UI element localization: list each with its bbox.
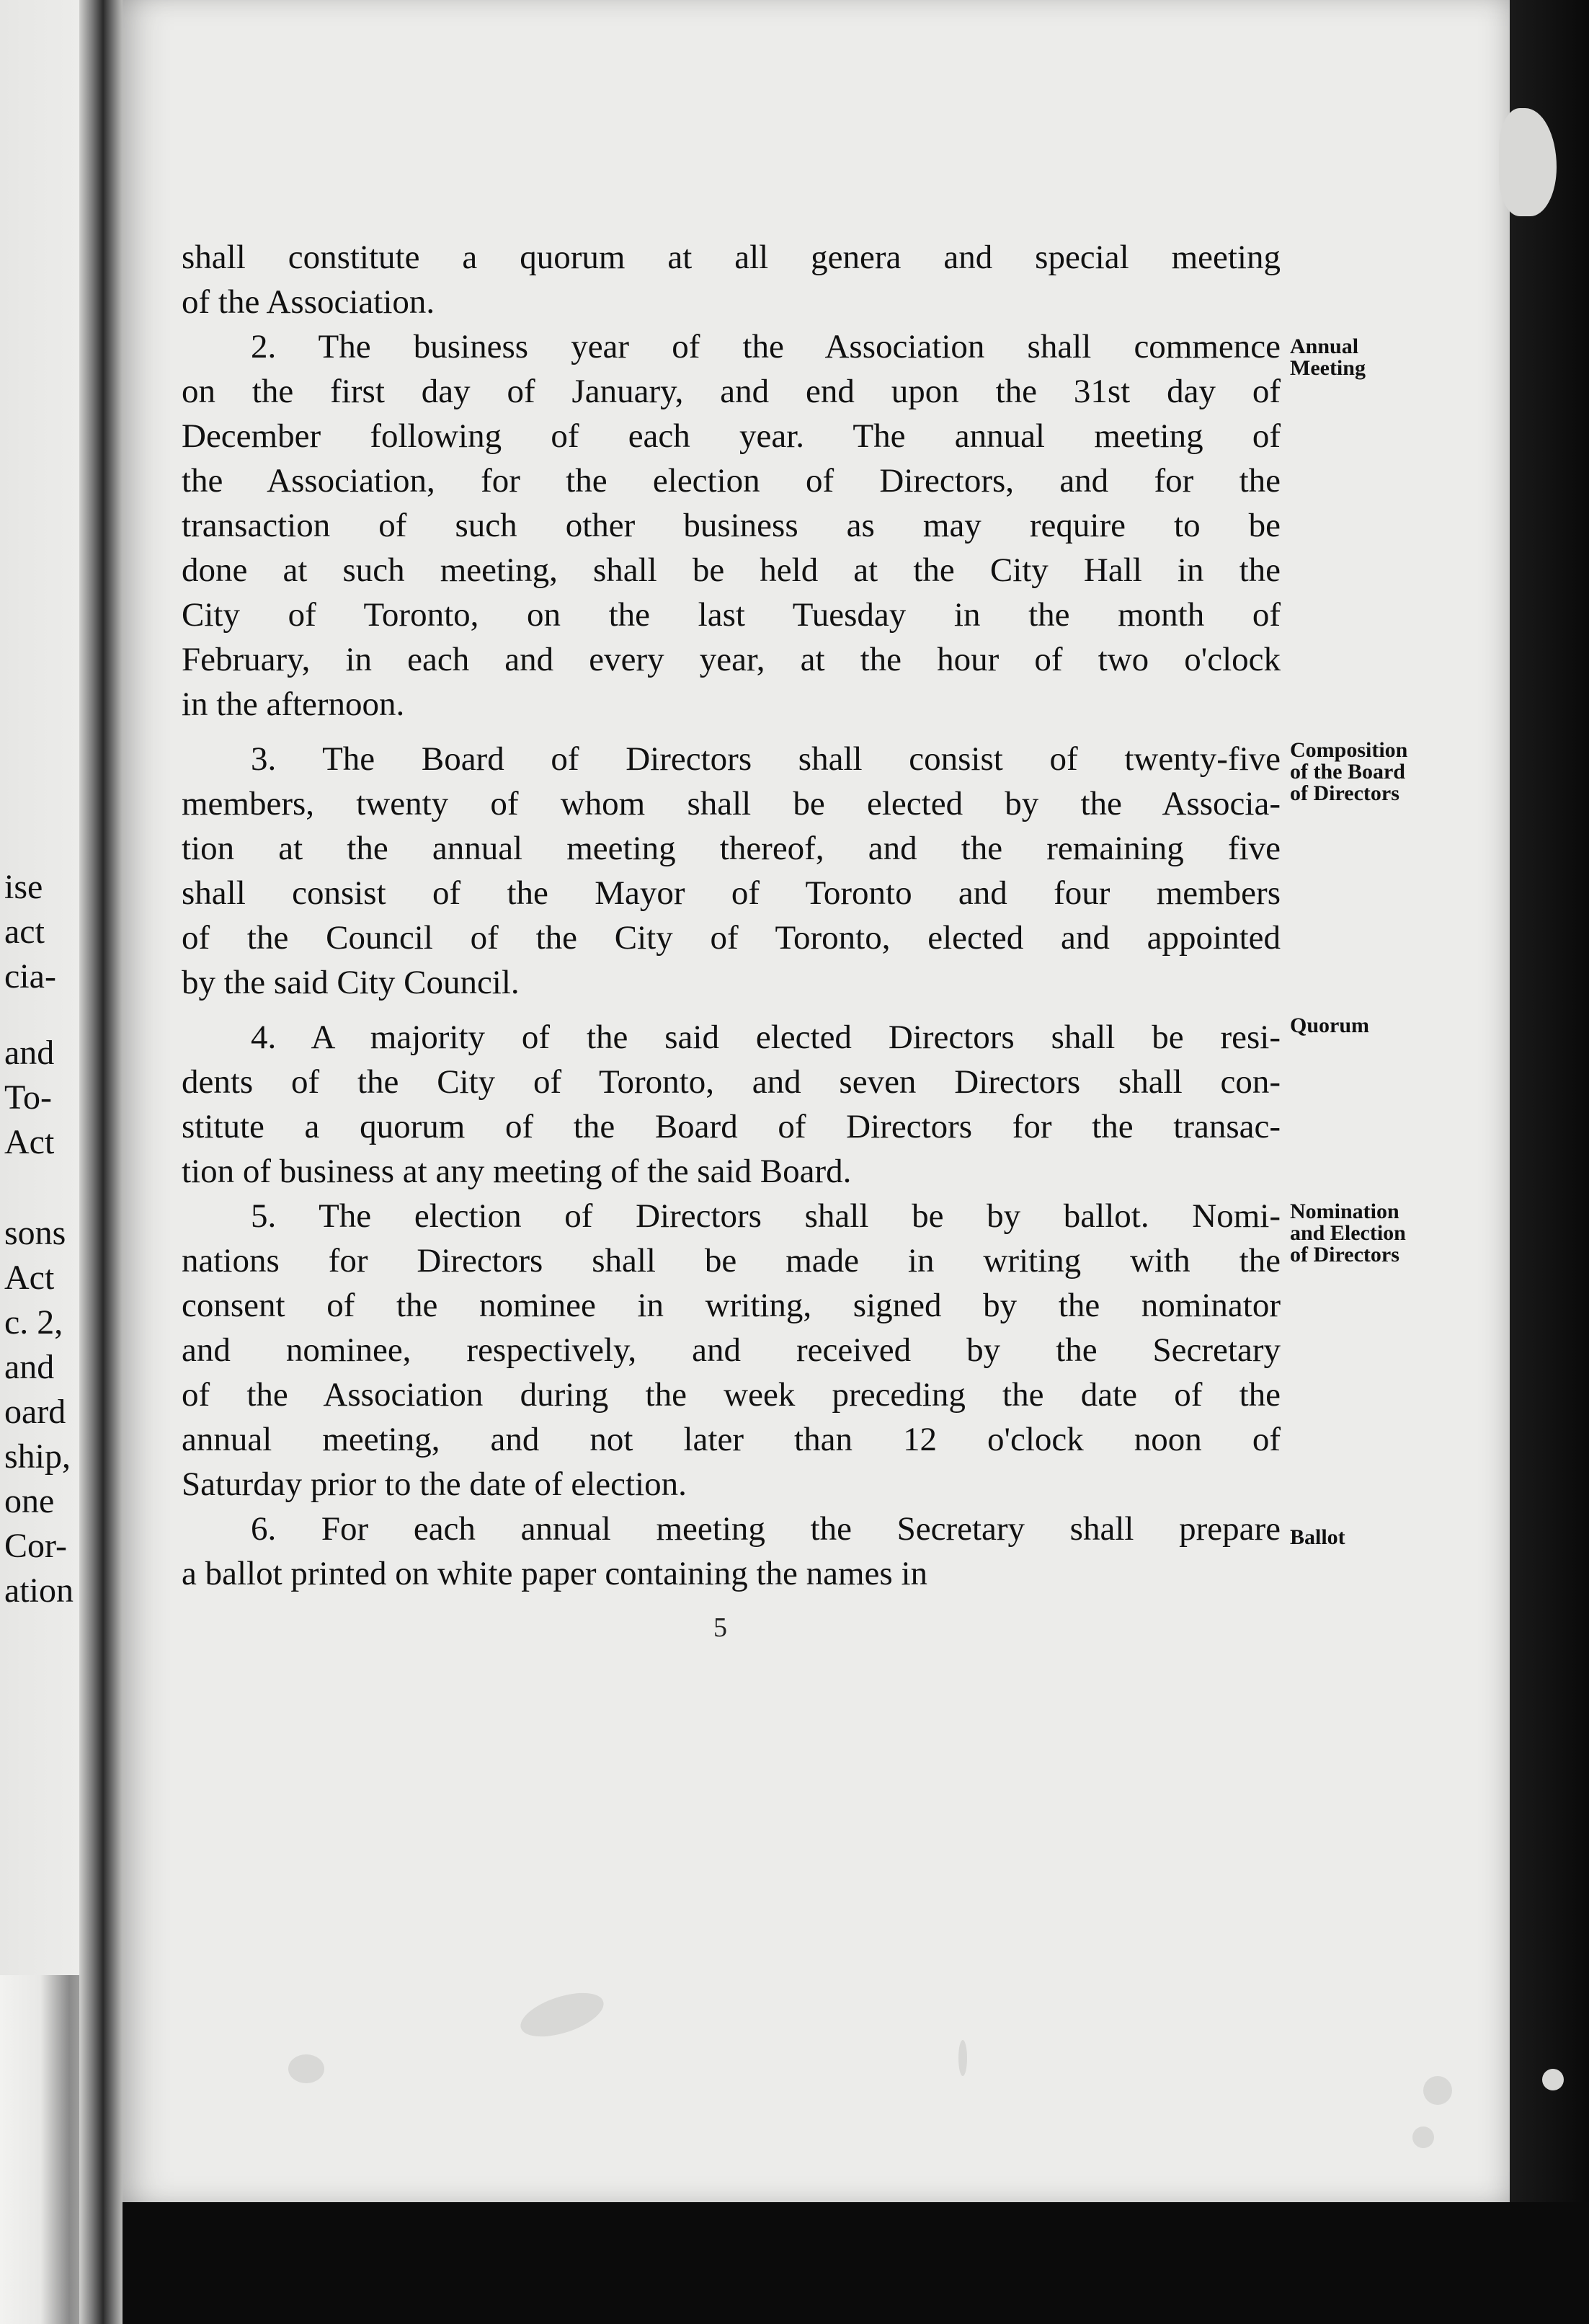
left-fragment: Act — [4, 1123, 55, 1161]
text-line: dents of the City of Toronto, and seven Directors shall con- — [182, 1063, 1281, 1101]
dust-speck — [958, 2040, 967, 2076]
text-line: 6. For each annual meeting the Secretary shall prepare — [251, 1510, 1281, 1548]
note-line: of the Board — [1290, 760, 1405, 784]
text-line: stitute a quorum of the Board of Directors for the transac- — [182, 1108, 1281, 1145]
left-fragment: To- — [4, 1078, 52, 1117]
text-line: 4. A majority of the said elected Directors shall be resi- — [251, 1019, 1281, 1056]
text-line: February, in each and every year, at the hour of two o'clock — [182, 641, 1281, 678]
marginal-note-quorum — [1290, 1015, 1470, 1037]
body-text — [182, 235, 1281, 1596]
left-fragment: ship, — [4, 1437, 71, 1476]
note-line: Composition — [1290, 738, 1408, 762]
text-line: of the Association. — [182, 283, 435, 321]
marginal-note-annual-meeting — [1290, 336, 1470, 379]
left-fragment: Act — [4, 1259, 55, 1297]
note-line: Meeting — [1290, 356, 1366, 380]
text-line: consent of the nominee in writing, signed by the nominator — [182, 1287, 1281, 1324]
note-line: of Directors — [1290, 1243, 1399, 1267]
left-fragment: and — [4, 1348, 55, 1386]
text-line: the Association, for the election of Directors, and for the — [182, 462, 1281, 500]
book-gutter — [79, 0, 123, 2324]
left-fragment: one — [4, 1482, 55, 1520]
note-line: of Directors — [1290, 781, 1399, 805]
dust-speck — [1423, 2076, 1452, 2105]
text-line: by the said City Council. — [182, 964, 520, 1001]
left-fragment: and — [4, 1034, 55, 1072]
text-line: of the Association during the week preceding the date of the — [182, 1376, 1281, 1414]
text-line: Saturday prior to the date of election. — [182, 1465, 687, 1503]
dust-speck — [1412, 2126, 1434, 2148]
text-line: shall consist of the Mayor of Toronto and four members — [182, 874, 1281, 912]
left-fragment: ise — [4, 868, 43, 906]
left-fragment: oard — [4, 1393, 66, 1431]
text-line: in the afternoon. — [182, 686, 405, 723]
page-number: 5 — [713, 1613, 727, 1643]
left-fragment: sons — [4, 1214, 66, 1252]
text-line: transaction of such other business as may require to be — [182, 507, 1281, 544]
right-background — [1510, 0, 1589, 2202]
note-line: Nomination — [1290, 1199, 1399, 1223]
text-line: done at such meeting, shall be held at the City Hall in the — [182, 551, 1281, 589]
note-line: Quorum — [1290, 1014, 1370, 1037]
note-line: Ballot — [1290, 1525, 1345, 1549]
text-line: of the Council of the City of Toronto, elected and appointed — [182, 919, 1281, 957]
text-line: annual meeting, and not later than 12 o'clock noon of — [182, 1421, 1281, 1458]
text-line: a ballot printed on white paper containing the names in — [182, 1555, 928, 1592]
text-line: tion of business at any meeting of the said Board. — [182, 1153, 852, 1190]
dust-speck — [1542, 2069, 1564, 2090]
text-line: City of Toronto, on the last Tuesday in the month of — [182, 596, 1281, 634]
text-line: 3. The Board of Directors shall consist of twenty-five — [251, 740, 1281, 778]
text-line: and nominee, respectively, and received by the Secretary — [182, 1331, 1281, 1369]
marginal-note-ballot — [1290, 1527, 1470, 1548]
left-fragment: Cor- — [4, 1527, 68, 1565]
text-line: members, twenty of whom shall be elected by the Associa- — [182, 785, 1281, 822]
left-fragment: c. 2, — [4, 1303, 63, 1341]
dust-speck — [288, 2054, 324, 2083]
marginal-note-composition — [1290, 740, 1470, 804]
left-fragment: ation — [4, 1571, 74, 1610]
text-line: on the first day of January, and end upon the 31st day of — [182, 373, 1281, 410]
text-line: 2. The business year of the Association shall commence — [251, 328, 1281, 365]
note-line: Annual — [1290, 334, 1359, 358]
note-line: and Election — [1290, 1221, 1406, 1245]
text-line: tion at the annual meeting thereof, and the remaining five — [182, 830, 1281, 867]
left-fragment: cia- — [4, 957, 56, 995]
text-line: December following of each year. The annual meeting of — [182, 417, 1281, 455]
text-line: 5. The election of Directors shall be by ballot. Nomi- — [251, 1197, 1281, 1235]
left-fragment: act — [4, 913, 45, 951]
marginal-note-nomination — [1290, 1201, 1470, 1266]
text-line: nations for Directors shall be made in writing with the — [182, 1242, 1281, 1279]
text-line: shall constitute a quorum at all genera and special meeting — [182, 239, 1281, 276]
